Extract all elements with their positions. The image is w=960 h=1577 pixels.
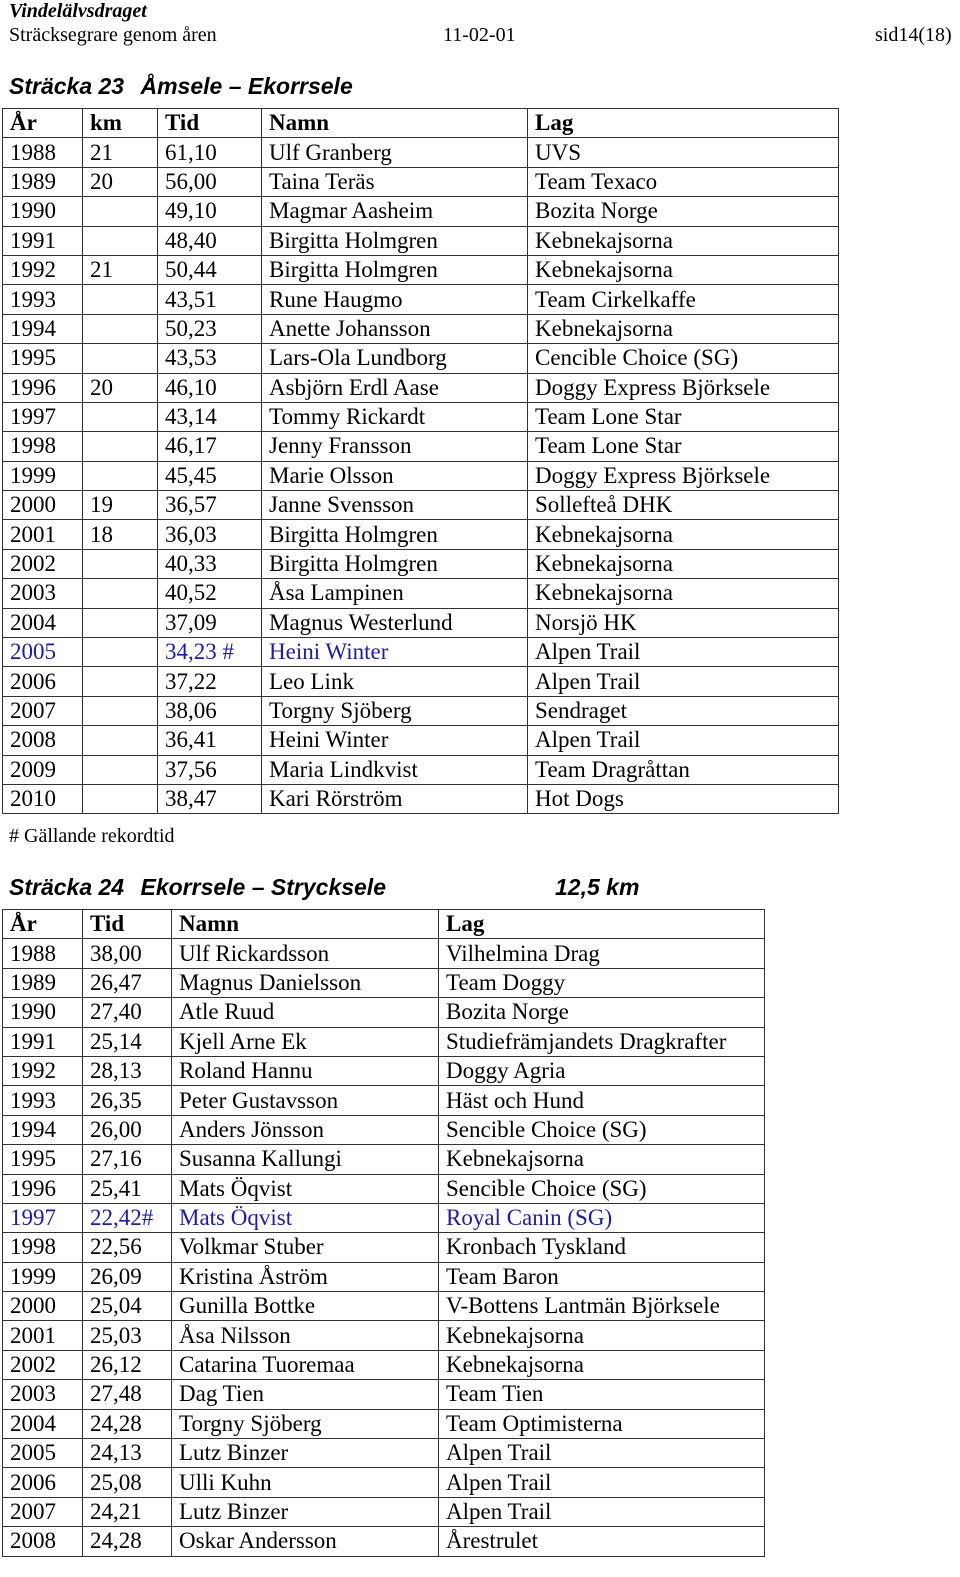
section-24-distance: 12,5 km — [555, 874, 640, 900]
cell-team: Norsjö HK — [528, 608, 839, 637]
cell-year: 1996 — [3, 373, 83, 402]
cell-name: Oskar Andersson — [172, 1527, 439, 1556]
table-row — [3, 373, 839, 402]
cell-name: Susanna Kallungi — [172, 1145, 439, 1174]
table-row — [3, 1115, 765, 1144]
cell-name: Maria Lindkvist — [262, 755, 528, 784]
cell-year: 1990 — [3, 998, 83, 1027]
cell-time: 40,33 — [158, 549, 262, 578]
cell-team: Team Cirkelkaffe — [528, 285, 839, 314]
col-header-year: År — [3, 910, 83, 939]
cell-km — [83, 432, 158, 461]
cell-name: Birgitta Holmgren — [262, 520, 528, 549]
cell-name: Anders Jönsson — [172, 1115, 439, 1144]
cell-year: 2008 — [3, 726, 83, 755]
cell-year: 2002 — [3, 1350, 83, 1379]
cell-time: 27,48 — [83, 1380, 172, 1409]
cell-year: 1989 — [3, 968, 83, 997]
table-row — [3, 402, 839, 431]
cell-name: Volkmar Stuber — [172, 1233, 439, 1262]
cell-km — [83, 784, 158, 813]
cell-time: 43,51 — [158, 285, 262, 314]
table-row — [3, 1350, 765, 1379]
cell-year: 2006 — [3, 667, 83, 696]
header-subtitle: Sträcksegrare genom åren — [9, 24, 217, 46]
cell-time: 26,00 — [83, 1115, 172, 1144]
cell-time: 38,47 — [158, 784, 262, 813]
cell-name: Magnus Danielsson — [172, 968, 439, 997]
cell-km — [83, 285, 158, 314]
table-row — [3, 491, 839, 520]
cell-year: 1993 — [3, 285, 83, 314]
cell-time: 25,08 — [83, 1468, 172, 1497]
cell-year: 1997 — [3, 402, 83, 431]
cell-km: 20 — [83, 373, 158, 402]
table-row — [3, 1497, 765, 1526]
header-page-number: sid14(18) — [875, 24, 952, 46]
header-date: 11-02-01 — [443, 24, 516, 46]
cell-km — [83, 226, 158, 255]
cell-year: 1991 — [3, 226, 83, 255]
cell-km: 19 — [83, 491, 158, 520]
col-header-km: km — [83, 109, 158, 138]
cell-time: 56,00 — [158, 167, 262, 196]
cell-team: Alpen Trail — [439, 1497, 765, 1526]
table-row — [3, 314, 839, 343]
cell-team: Kebnekajsorna — [439, 1350, 765, 1379]
cell-year: 1998 — [3, 432, 83, 461]
cell-km — [83, 402, 158, 431]
cell-team: Kebnekajsorna — [528, 520, 839, 549]
cell-km: 21 — [83, 255, 158, 284]
cell-year: 2003 — [3, 579, 83, 608]
cell-year: 2004 — [3, 1409, 83, 1438]
table-row — [3, 696, 839, 725]
cell-team: Kebnekajsorna — [439, 1145, 765, 1174]
cell-team: Royal Canin (SG) — [439, 1203, 765, 1232]
header-org: Vindelälvsdraget — [9, 0, 147, 22]
cell-time: 22,56 — [83, 1233, 172, 1262]
cell-time: 48,40 — [158, 226, 262, 255]
cell-team: Sencible Choice (SG) — [439, 1115, 765, 1144]
cell-name: Birgitta Holmgren — [262, 255, 528, 284]
cell-name: Kari Rörström — [262, 784, 528, 813]
cell-time: 43,53 — [158, 344, 262, 373]
section-24-header-row — [3, 910, 765, 939]
cell-name: Peter Gustavsson — [172, 1086, 439, 1115]
cell-year: 2010 — [3, 784, 83, 813]
cell-km — [83, 579, 158, 608]
cell-name: Jenny Fransson — [262, 432, 528, 461]
cell-team: Team Dragråttan — [528, 755, 839, 784]
table-row — [3, 579, 839, 608]
cell-km: 20 — [83, 167, 158, 196]
cell-year: 1990 — [3, 197, 83, 226]
cell-team: Cencible Choice (SG) — [528, 344, 839, 373]
cell-year: 1995 — [3, 344, 83, 373]
table-row — [3, 1203, 765, 1232]
cell-time: 36,41 — [158, 726, 262, 755]
cell-year: 1989 — [3, 167, 83, 196]
footnote-record: # Gällande rekordtid — [9, 825, 175, 847]
cell-name: Kristina Åström — [172, 1262, 439, 1291]
cell-km — [83, 549, 158, 578]
table-row — [3, 1145, 765, 1174]
section-23-header-row — [3, 109, 839, 138]
cell-time: 36,03 — [158, 520, 262, 549]
cell-time: 27,16 — [83, 1145, 172, 1174]
cell-year: 2005 — [3, 1439, 83, 1468]
section-23-title-number: Sträcka 23 — [9, 73, 125, 99]
cell-team: Kebnekajsorna — [528, 314, 839, 343]
section-24-table — [2, 909, 765, 1557]
section-23-table — [2, 108, 839, 814]
cell-name: Anette Johansson — [262, 314, 528, 343]
cell-team: Doggy Express Björksele — [528, 373, 839, 402]
table-row — [3, 1527, 765, 1556]
cell-year: 1999 — [3, 461, 83, 490]
cell-name: Torgny Sjöberg — [262, 696, 528, 725]
table-row — [3, 1439, 765, 1468]
cell-km — [83, 726, 158, 755]
table-row — [3, 1409, 765, 1438]
cell-name: Kjell Arne Ek — [172, 1027, 439, 1056]
cell-team: Doggy Express Björksele — [528, 461, 839, 490]
cell-name: Leo Link — [262, 667, 528, 696]
table-row — [3, 138, 839, 167]
cell-km — [83, 344, 158, 373]
cell-year: 2008 — [3, 1527, 83, 1556]
cell-name: Åsa Lampinen — [262, 579, 528, 608]
cell-name: Asbjörn Erdl Aase — [262, 373, 528, 402]
col-header-year: År — [3, 109, 83, 138]
cell-name: Ulf Rickardsson — [172, 939, 439, 968]
cell-name: Magnus Westerlund — [262, 608, 528, 637]
cell-time: 24,13 — [83, 1439, 172, 1468]
cell-name: Heini Winter — [262, 726, 528, 755]
cell-year: 1994 — [3, 1115, 83, 1144]
table-row — [3, 998, 765, 1027]
section-24-title — [9, 874, 386, 901]
cell-year: 2000 — [3, 1292, 83, 1321]
table-row — [3, 1468, 765, 1497]
cell-time: 25,41 — [83, 1174, 172, 1203]
cell-team: Bozita Norge — [528, 197, 839, 226]
section-24-title-route: Ekorrsele – Strycksele — [140, 874, 386, 900]
cell-name: Catarina Tuoremaa — [172, 1350, 439, 1379]
cell-team: Vilhelmina Drag — [439, 939, 765, 968]
cell-name: Birgitta Holmgren — [262, 226, 528, 255]
section-24-table-body — [3, 939, 765, 1556]
cell-team: Kronbach Tyskland — [439, 1233, 765, 1262]
cell-time: 26,35 — [83, 1086, 172, 1115]
cell-year: 1997 — [3, 1203, 83, 1232]
cell-team: Team Doggy — [439, 968, 765, 997]
cell-time: 61,10 — [158, 138, 262, 167]
cell-year: 1992 — [3, 255, 83, 284]
cell-team: Kebnekajsorna — [528, 549, 839, 578]
cell-team: Kebnekajsorna — [528, 579, 839, 608]
cell-team: Team Texaco — [528, 167, 839, 196]
cell-name: Gunilla Bottke — [172, 1292, 439, 1321]
cell-name: Lars-Ola Lundborg — [262, 344, 528, 373]
table-row — [3, 939, 765, 968]
table-row — [3, 1056, 765, 1085]
table-row — [3, 344, 839, 373]
cell-team: Team Optimisterna — [439, 1409, 765, 1438]
cell-name: Heini Winter — [262, 638, 528, 667]
col-header-team: Lag — [528, 109, 839, 138]
cell-name: Ulli Kuhn — [172, 1468, 439, 1497]
cell-team: Kebnekajsorna — [439, 1321, 765, 1350]
cell-team: Kebnekajsorna — [528, 255, 839, 284]
cell-year: 2004 — [3, 608, 83, 637]
cell-year: 2002 — [3, 549, 83, 578]
cell-time: 22,42# — [83, 1203, 172, 1232]
cell-time: 38,06 — [158, 696, 262, 725]
table-row — [3, 549, 839, 578]
cell-team: Team Tien — [439, 1380, 765, 1409]
cell-time: 27,40 — [83, 998, 172, 1027]
cell-year: 1994 — [3, 314, 83, 343]
section-23-title — [9, 73, 353, 100]
table-row — [3, 726, 839, 755]
cell-year: 2001 — [3, 1321, 83, 1350]
table-row — [3, 1321, 765, 1350]
cell-team: Alpen Trail — [439, 1468, 765, 1497]
cell-name: Lutz Binzer — [172, 1497, 439, 1526]
cell-year: 2007 — [3, 696, 83, 725]
cell-name: Mats Öqvist — [172, 1174, 439, 1203]
cell-year: 1995 — [3, 1145, 83, 1174]
cell-year: 1988 — [3, 138, 83, 167]
table-row — [3, 461, 839, 490]
cell-team: Kebnekajsorna — [528, 226, 839, 255]
cell-team: Häst och Hund — [439, 1086, 765, 1115]
cell-team: Bozita Norge — [439, 998, 765, 1027]
table-row — [3, 1027, 765, 1056]
cell-year: 1988 — [3, 939, 83, 968]
cell-time: 37,09 — [158, 608, 262, 637]
cell-km — [83, 755, 158, 784]
col-header-name: Namn — [262, 109, 528, 138]
section-23-table-body — [3, 138, 839, 814]
cell-time: 45,45 — [158, 461, 262, 490]
cell-time: 24,28 — [83, 1409, 172, 1438]
cell-name: Dag Tien — [172, 1380, 439, 1409]
table-row — [3, 255, 839, 284]
cell-team: Team Lone Star — [528, 432, 839, 461]
cell-year: 2000 — [3, 491, 83, 520]
table-row — [3, 285, 839, 314]
cell-name: Torgny Sjöberg — [172, 1409, 439, 1438]
cell-time: 24,28 — [83, 1527, 172, 1556]
col-header-name: Namn — [172, 910, 439, 939]
cell-team: Alpen Trail — [439, 1439, 765, 1468]
cell-name: Lutz Binzer — [172, 1439, 439, 1468]
cell-team: Sollefteå DHK — [528, 491, 839, 520]
cell-team: Sendraget — [528, 696, 839, 725]
cell-team: Hot Dogs — [528, 784, 839, 813]
cell-team: Team Baron — [439, 1262, 765, 1291]
cell-team: Alpen Trail — [528, 726, 839, 755]
cell-time: 46,17 — [158, 432, 262, 461]
table-row — [3, 167, 839, 196]
cell-km — [83, 197, 158, 226]
cell-time: 50,23 — [158, 314, 262, 343]
cell-km — [83, 638, 158, 667]
cell-time: 25,14 — [83, 1027, 172, 1056]
cell-km — [83, 667, 158, 696]
table-row — [3, 520, 839, 549]
cell-km — [83, 314, 158, 343]
table-row — [3, 197, 839, 226]
table-row — [3, 1174, 765, 1203]
cell-year: 2006 — [3, 1468, 83, 1497]
table-row — [3, 1086, 765, 1115]
cell-team: Årestrulet — [439, 1527, 765, 1556]
table-row — [3, 638, 839, 667]
cell-time: 26,12 — [83, 1350, 172, 1379]
cell-time: 37,56 — [158, 755, 262, 784]
table-row — [3, 608, 839, 637]
cell-time: 24,21 — [83, 1497, 172, 1526]
cell-time: 28,13 — [83, 1056, 172, 1085]
table-row — [3, 1292, 765, 1321]
cell-team: Doggy Agria — [439, 1056, 765, 1085]
section-24-title-number: Sträcka 24 — [9, 874, 125, 900]
cell-name: Rune Haugmo — [262, 285, 528, 314]
cell-name: Ulf Granberg — [262, 138, 528, 167]
cell-team: V-Bottens Lantmän Björksele — [439, 1292, 765, 1321]
cell-name: Birgitta Holmgren — [262, 549, 528, 578]
cell-name: Roland Hannu — [172, 1056, 439, 1085]
cell-time: 26,09 — [83, 1262, 172, 1291]
cell-time: 37,22 — [158, 667, 262, 696]
table-row — [3, 1262, 765, 1291]
cell-name: Janne Svensson — [262, 491, 528, 520]
cell-year: 2001 — [3, 520, 83, 549]
table-row — [3, 226, 839, 255]
cell-km — [83, 696, 158, 725]
cell-km — [83, 461, 158, 490]
table-row — [3, 968, 765, 997]
table-row — [3, 1233, 765, 1262]
cell-team: Sencible Choice (SG) — [439, 1174, 765, 1203]
cell-year: 1996 — [3, 1174, 83, 1203]
col-header-time: Tid — [83, 910, 172, 939]
cell-year: 1993 — [3, 1086, 83, 1115]
col-header-time: Tid — [158, 109, 262, 138]
cell-team: UVS — [528, 138, 839, 167]
cell-km — [83, 608, 158, 637]
cell-name: Marie Olsson — [262, 461, 528, 490]
cell-team: Alpen Trail — [528, 667, 839, 696]
cell-km: 18 — [83, 520, 158, 549]
cell-time: 34,23 # — [158, 638, 262, 667]
cell-year: 2009 — [3, 755, 83, 784]
cell-team: Team Lone Star — [528, 402, 839, 431]
cell-name: Magmar Aasheim — [262, 197, 528, 226]
cell-time: 49,10 — [158, 197, 262, 226]
cell-year: 2005 — [3, 638, 83, 667]
section-23-title-route: Åmsele – Ekorrsele — [140, 73, 353, 99]
cell-time: 50,44 — [158, 255, 262, 284]
table-row — [3, 1380, 765, 1409]
col-header-team: Lag — [439, 910, 765, 939]
table-row — [3, 755, 839, 784]
cell-name: Mats Öqvist — [172, 1203, 439, 1232]
cell-year: 1999 — [3, 1262, 83, 1291]
cell-team: Alpen Trail — [528, 638, 839, 667]
cell-name: Atle Ruud — [172, 998, 439, 1027]
cell-name: Taina Teräs — [262, 167, 528, 196]
table-row — [3, 784, 839, 813]
cell-year: 1998 — [3, 1233, 83, 1262]
cell-time: 40,52 — [158, 579, 262, 608]
table-row — [3, 432, 839, 461]
cell-time: 26,47 — [83, 968, 172, 997]
cell-time: 36,57 — [158, 491, 262, 520]
cell-year: 2007 — [3, 1497, 83, 1526]
cell-team: Studiefrämjandets Dragkrafter — [439, 1027, 765, 1056]
cell-time: 25,04 — [83, 1292, 172, 1321]
cell-time: 43,14 — [158, 402, 262, 431]
table-row — [3, 667, 839, 696]
cell-name: Tommy Rickardt — [262, 402, 528, 431]
cell-year: 1991 — [3, 1027, 83, 1056]
cell-year: 2003 — [3, 1380, 83, 1409]
cell-year: 1992 — [3, 1056, 83, 1085]
cell-km: 21 — [83, 138, 158, 167]
cell-time: 46,10 — [158, 373, 262, 402]
cell-time: 38,00 — [83, 939, 172, 968]
cell-time: 25,03 — [83, 1321, 172, 1350]
cell-name: Åsa Nilsson — [172, 1321, 439, 1350]
